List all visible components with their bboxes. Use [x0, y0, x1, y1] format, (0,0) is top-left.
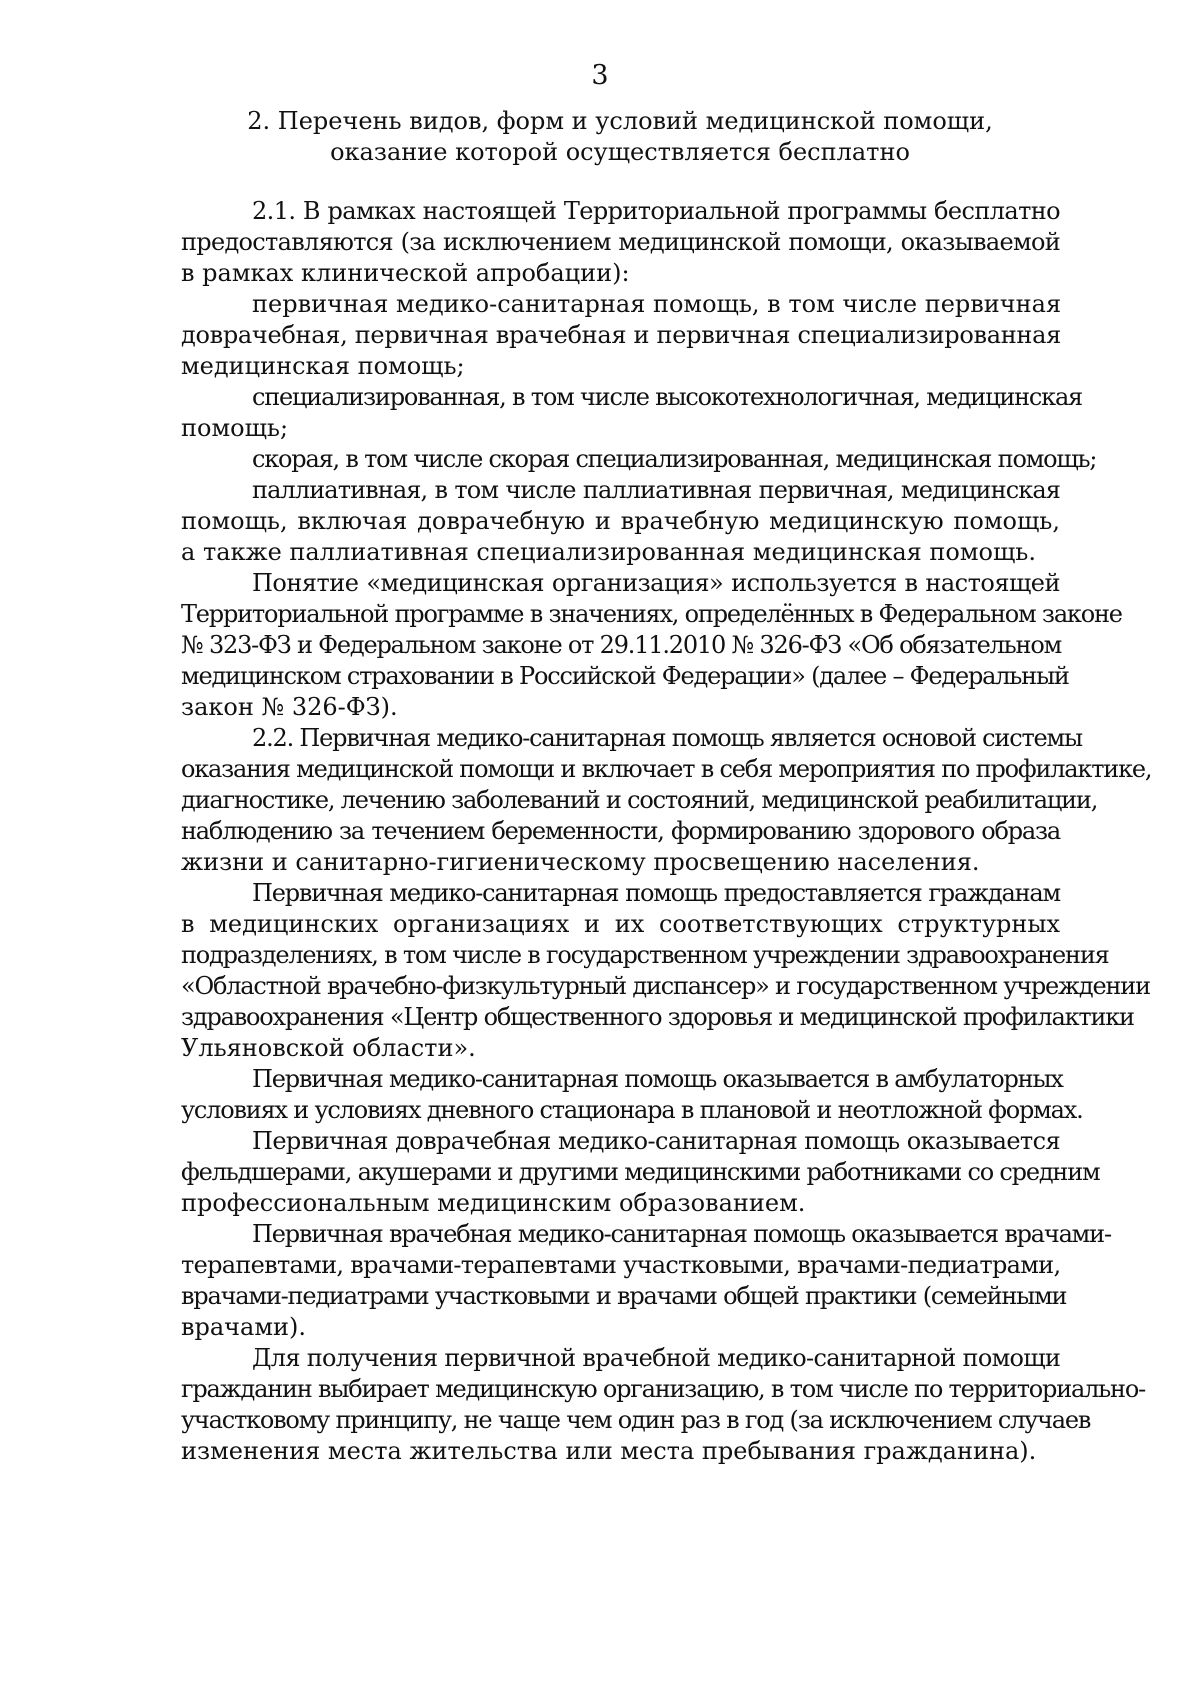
text-line: помощь, включая доврачебную и врачебную медицинскую помощь, [181, 507, 1060, 535]
paragraph-outpatient-conditions [181, 1064, 1083, 1126]
text-line: Понятие «медицинская организация» используется в настоящей [252, 569, 1060, 597]
list-item-emergency-care [181, 444, 1097, 475]
text-line: Для получения первичной врачебной медико-санитарной помощи [252, 1344, 1061, 1372]
text-line: подразделениях, в том числе в государственном учреждении здравоохранения [181, 941, 1109, 969]
text-line: врачами-педиатрами участковыми и врачами общей практики (семейными [181, 1282, 1067, 1310]
text-line: здравоохранения «Центр общественного здоровья и медицинской профилактики [181, 1003, 1134, 1031]
text-line: участковому принципу, не чаще чем один раз в год (за исключением случаев [181, 1406, 1091, 1434]
text-line: условиях и условиях дневного стационара в плановой и неотложной формах. [181, 1096, 1083, 1124]
text-line: а также паллиативная специализированная медицинская помощь. [181, 538, 1036, 566]
section-title-line: 2. Перечень видов, форм и условий медицинской помощи, [247, 107, 993, 135]
text-line: терапевтами, врачами-терапевтами участковыми, врачами-педиатрами, [181, 1251, 1061, 1279]
paragraph-2-2 [181, 723, 1152, 878]
text-line: Первичная доврачебная медико-санитарная помощь оказывается [252, 1127, 1060, 1155]
text-line: Первичная медико-санитарная помощь оказывается в амбулаторных [252, 1065, 1063, 1093]
list-item-palliative-care [181, 475, 1060, 568]
text-line: в рамках клинической апробации): [181, 259, 630, 287]
paragraph-pre-medical-care [181, 1126, 1100, 1219]
paragraph-primary-care-provision [181, 878, 1150, 1064]
text-line: жизни и санитарно-гигиеническому просвещению населения. [181, 848, 980, 876]
text-line: врачами). [181, 1313, 307, 1341]
list-item-primary-care [181, 289, 1060, 382]
text-line: паллиативная, в том числе паллиативная первичная, медицинская [252, 476, 1060, 504]
text-line: предоставляются (за исключением медицинской помощи, оказываемой [181, 228, 1060, 256]
text-line: 2.1. В рамках настоящей Территориальной программы бесплатно [252, 197, 1060, 225]
text-line: Территориальной программе в значениях, определённых в Федеральном законе [181, 600, 1122, 628]
text-line: в медицинских организациях и их соответствующих структурных [181, 910, 1060, 938]
text-line: медицинская помощь; [181, 352, 465, 380]
text-line: диагностике, лечению заболеваний и состояний, медицинской реабилитации, [181, 786, 1098, 814]
text-line: помощь; [181, 414, 289, 442]
paragraph-choice-of-organization [181, 1343, 1145, 1467]
text-line: закон № 326-ФЗ). [181, 693, 398, 721]
text-line: медицинском страховании в Российской Федерации» (далее – Федеральный [181, 662, 1069, 690]
text-line: профессиональным медицинским образованием. [181, 1189, 806, 1217]
text-line: фельдшерами, акушерами и другими медицинскими работниками со средним [181, 1158, 1100, 1186]
text-line: «Областной врачебно-физкультурный диспансер» и государственном учреждении [181, 972, 1150, 1000]
text-line: изменения места жительства или места пребывания гражданина). [181, 1437, 1037, 1465]
text-line: Ульяновской области». [181, 1034, 476, 1062]
text-line: специализированная, в том числе высокотехнологичная, медицинская [252, 383, 1082, 411]
paragraph-2-1 [181, 196, 1060, 289]
text-line: оказания медицинской помощи и включает в себя мероприятия по профилактике, [181, 755, 1152, 783]
list-item-specialized-care [181, 382, 1082, 444]
text-line: № 323-ФЗ и Федеральном законе от 29.11.2010 № 326-ФЗ «Об обязательном [181, 631, 1062, 659]
document-body [181, 196, 1152, 1467]
section-title-line: оказание которой осуществляется бесплатно [330, 138, 910, 166]
page-number: 3 [591, 60, 609, 91]
paragraph-physician-care [181, 1219, 1111, 1343]
paragraph-medical-organization [181, 568, 1122, 723]
text-line: наблюдению за течением беременности, формированию здорового образа [181, 817, 1060, 845]
text-line: 2.2. Первичная медико-санитарная помощь является основой системы [252, 724, 1082, 752]
text-line: доврачебная, первичная врачебная и первичная специализированная [181, 321, 1061, 349]
text-line: скорая, в том числе скорая специализированная, медицинская помощь; [252, 445, 1097, 473]
text-line: гражданин выбирает медицинскую организацию, в том числе по территориально- [181, 1375, 1145, 1403]
text-line: Первичная медико-санитарная помощь предоставляется гражданам [252, 879, 1060, 907]
section-title [180, 106, 1060, 168]
text-line: Первичная врачебная медико-санитарная помощь оказывается врачами- [252, 1220, 1111, 1248]
text-line: первичная медико-санитарная помощь, в том числе первичная [252, 290, 1062, 318]
